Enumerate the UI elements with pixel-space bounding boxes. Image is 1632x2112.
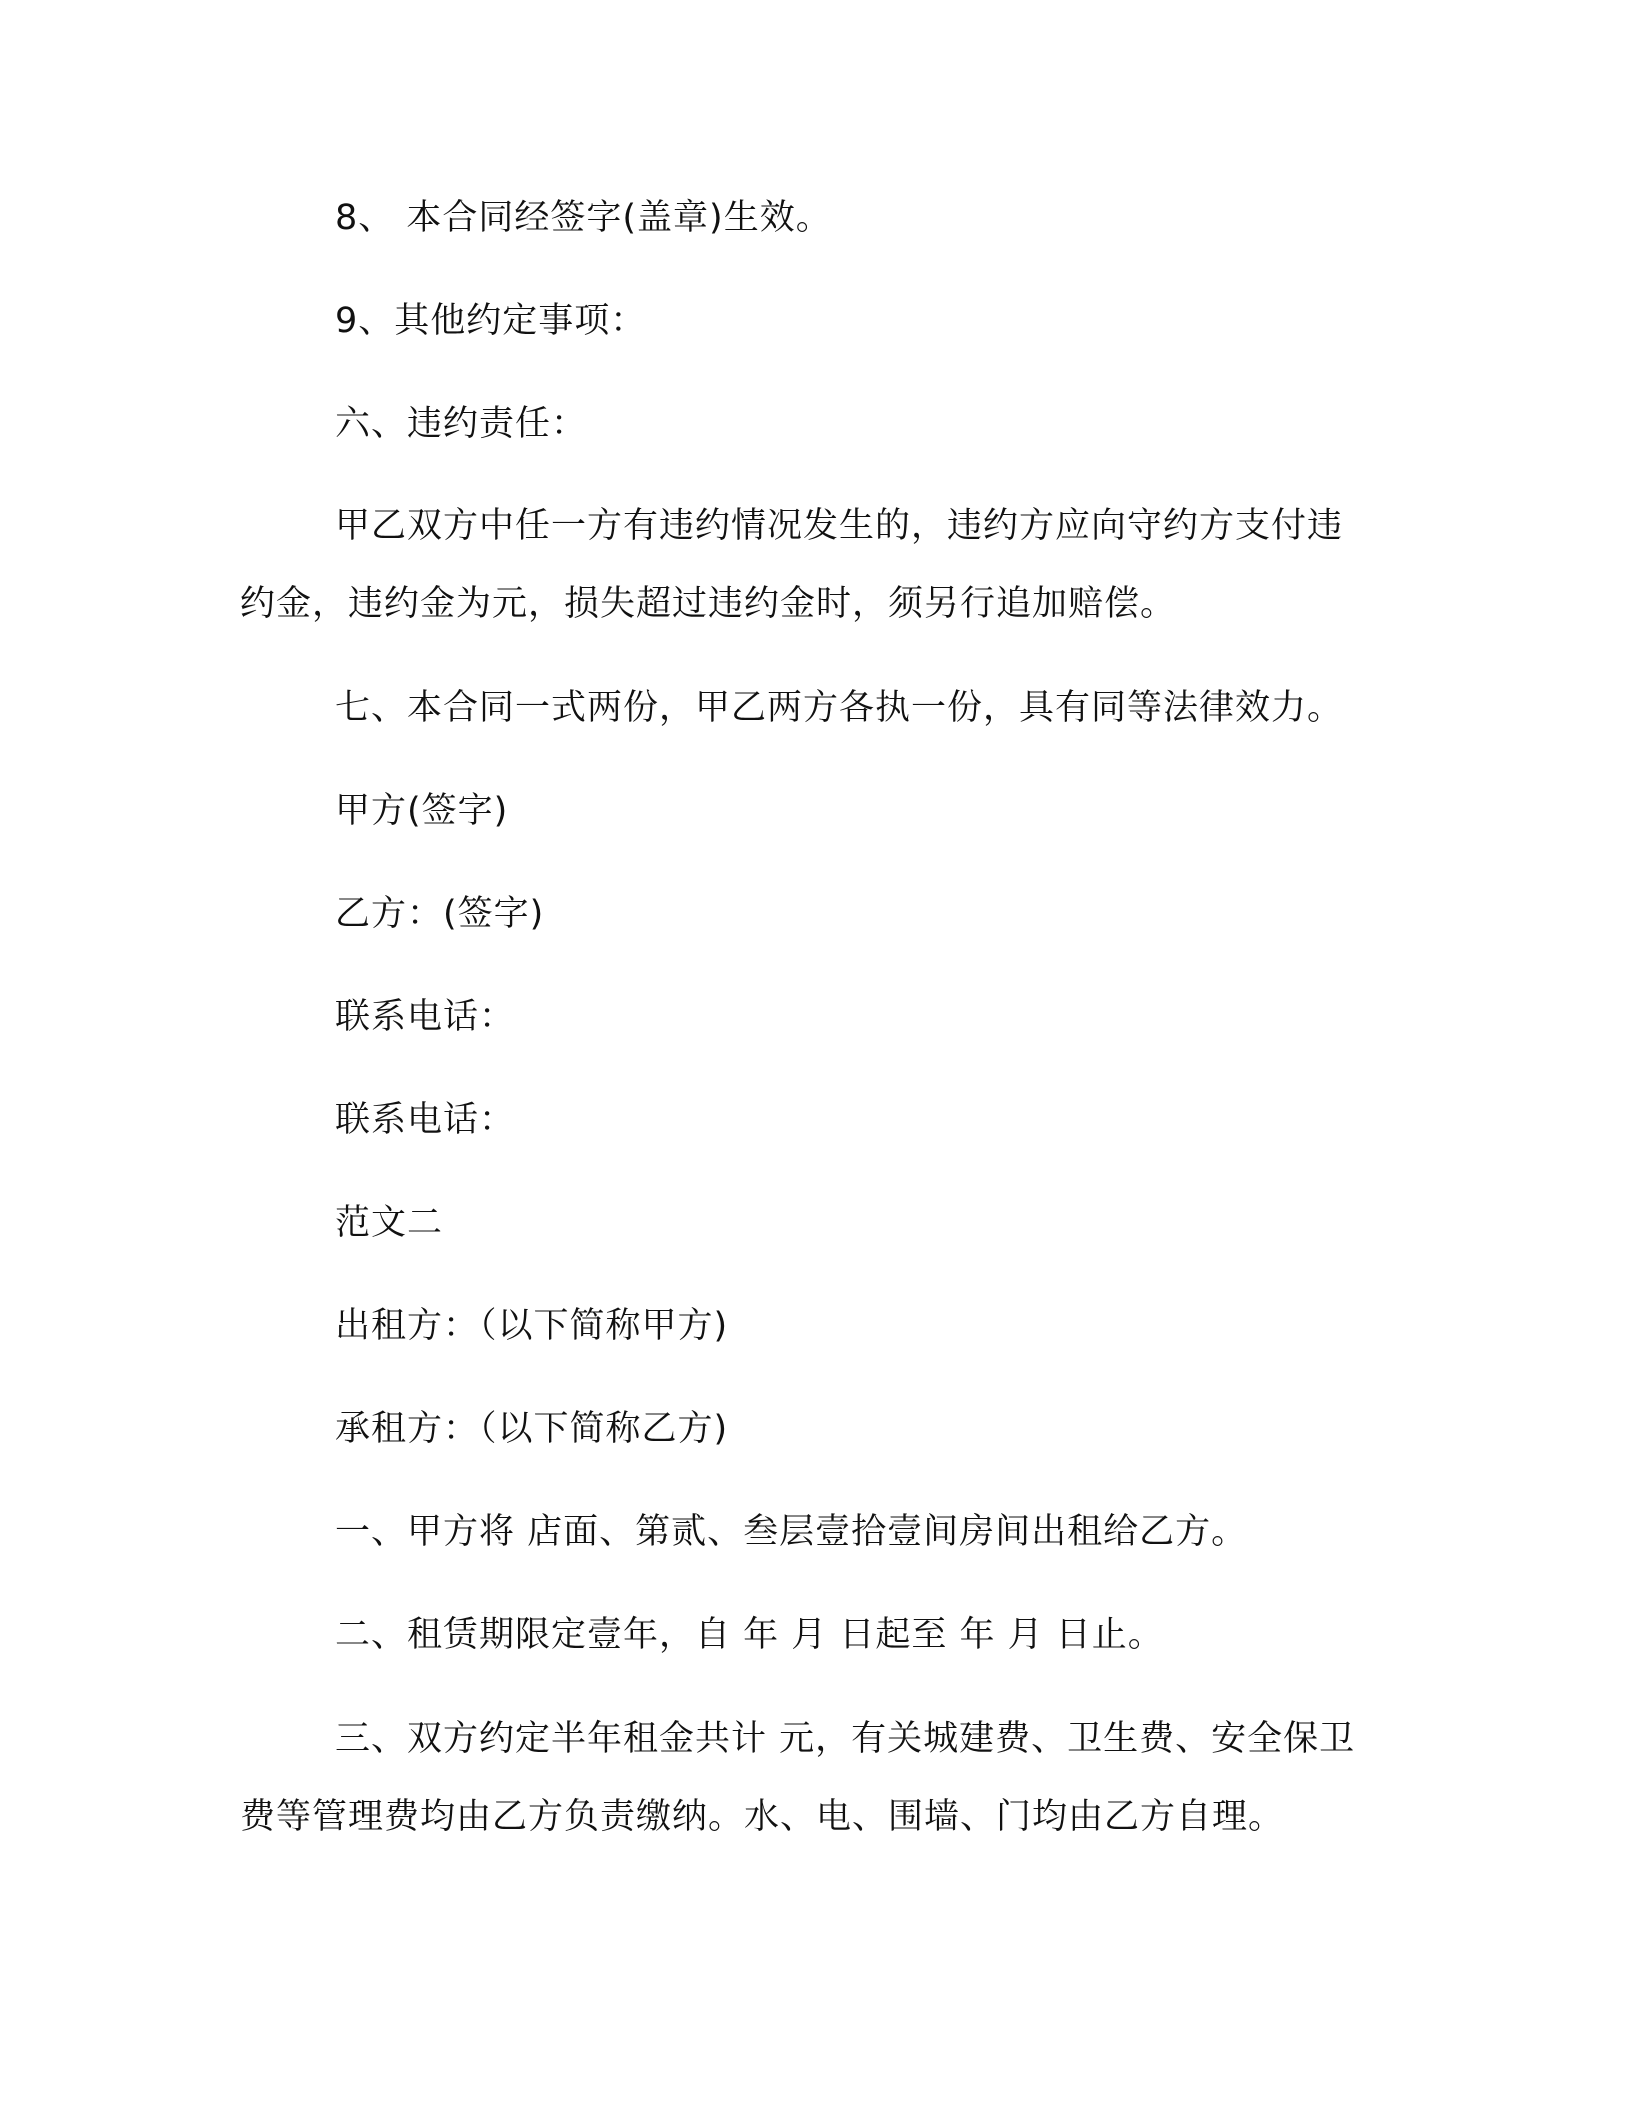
contact-phone-a: 联系电话： — [335, 997, 516, 1037]
section-copies: 七、本合同一式两份，甲乙两方各执一份，具有同等法律效力。 — [335, 688, 1344, 728]
clause-9: 9、其他约定事项： — [335, 301, 647, 341]
breach-paragraph — [240, 487, 1390, 643]
rent-paragraph — [240, 1700, 1390, 1856]
lessor-line: 出租方：（以下简称甲方) — [335, 1306, 729, 1346]
party-a-signature: 甲方(签字) — [335, 791, 509, 831]
sample-two-heading: 范文二 — [335, 1203, 444, 1243]
lessee-line: 承租方：（以下简称乙方) — [335, 1409, 729, 1449]
section-breach-heading: 六、违约责任： — [335, 404, 588, 444]
breach-paragraph-line-1: 甲乙双方中任一方有违约情况发生的，违约方应向守约方支付违 — [335, 506, 1344, 546]
clause-one-premises: 一、甲方将 店面、第贰、叁层壹拾壹间房间出租给乙方。 — [335, 1512, 1248, 1552]
rent-paragraph-line-2: 费等管理费均由乙方负责缴纳。水、电、围墙、门均由乙方自理。 — [240, 1797, 1285, 1837]
party-b-signature: 乙方：(签字) — [335, 894, 545, 934]
contact-phone-b: 联系电话： — [335, 1100, 516, 1140]
clause-two-term: 二、租赁期限定壹年，自 年 月 日起至 年 月 日止。 — [335, 1615, 1164, 1655]
breach-paragraph-line-2: 约金，违约金为元，损失超过违约金时，须另行追加赔偿。 — [240, 584, 1177, 624]
rent-paragraph-line-1: 三、双方约定半年租金共计 元，有关城建费、卫生费、安全保卫 — [335, 1719, 1356, 1759]
clause-8: 8、 本合同经签字(盖章)生效。 — [335, 198, 832, 238]
